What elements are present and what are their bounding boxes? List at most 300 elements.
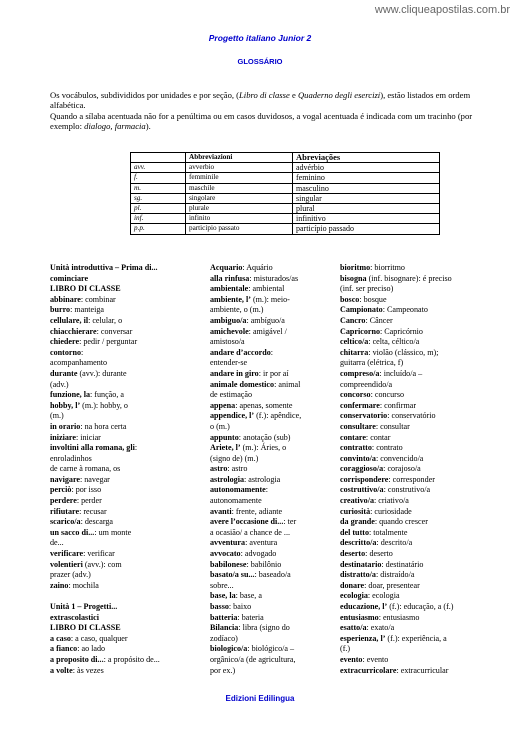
glossary-column-1 <box>50 263 205 676</box>
glossary-definition: prazer (adv.) <box>50 570 91 580</box>
glossary-definition: o (m.) <box>210 421 230 431</box>
glossary-term: LIBRO DI CLASSE <box>50 284 121 294</box>
glossary-term: curiosità <box>340 506 371 516</box>
glossary-definition: (signo de) (m.) <box>210 453 259 463</box>
glossary-entry <box>210 295 335 306</box>
glossary-definition: ambiente, o (m.) <box>210 305 264 315</box>
glossary-entry <box>340 422 480 433</box>
glossary-definition: : convencido/a <box>375 453 424 463</box>
glossary-entry <box>50 443 205 454</box>
glossary-term: a proposito di... <box>50 654 104 664</box>
glossary-term: contare <box>340 432 366 442</box>
glossary-term: alla rinfusa <box>210 273 250 283</box>
glossary-definition: (m.): meio- <box>250 294 290 304</box>
glossary-definition: sobre... <box>210 580 234 590</box>
glossary-definition: : destinatário <box>381 559 424 569</box>
glossary-entry <box>50 422 205 433</box>
glossary-entry <box>50 570 205 581</box>
glossary-entry <box>210 602 335 613</box>
glossary-entry <box>50 634 205 645</box>
glossary-term: astrologia <box>210 474 245 484</box>
glossary-entry <box>340 517 480 528</box>
glossary-entry <box>50 358 205 369</box>
glossary-entry <box>50 591 205 602</box>
glossary-entry <box>210 560 335 571</box>
glossary-definition: : amigável / <box>248 326 287 336</box>
glossary-term: perdere <box>50 496 77 506</box>
glossary-term: in orario <box>50 421 81 431</box>
glossary-entry <box>340 380 480 391</box>
intro-text <box>50 90 480 132</box>
glossary-term: perciò <box>50 485 72 495</box>
glossary-entry <box>210 496 335 507</box>
glossary-definition: : celular, o <box>88 315 123 325</box>
glossary-entry <box>340 295 480 306</box>
glossary-definition: : Câncer <box>365 315 393 325</box>
glossary-definition: : base, a <box>235 591 262 601</box>
glossary-term: biologico/a <box>210 644 248 654</box>
glossary-entry <box>340 274 480 285</box>
glossary-entry <box>210 613 335 624</box>
glossary-entry <box>50 666 205 677</box>
glossary-definition: : função, a <box>90 390 124 400</box>
glossary-term: base, la <box>210 591 236 601</box>
table-cell: f. <box>131 173 186 183</box>
glossary-definition: : verificar <box>83 549 115 559</box>
glossary-definition: : ambiental <box>248 284 285 294</box>
glossary-term: ecologia <box>340 591 368 601</box>
glossary-term: extrascolastici <box>50 612 99 622</box>
glossary-definition: : combinar <box>80 294 116 304</box>
glossary-definition: : aventura <box>245 538 278 548</box>
glossary-entry <box>340 337 480 348</box>
glossary-entry <box>340 528 480 539</box>
glossary-definition: : ir por aí <box>258 368 289 378</box>
glossary-entry <box>340 570 480 581</box>
table-cell: singular <box>293 193 440 203</box>
glossary-entry <box>340 549 480 560</box>
intro-paragraph-1: Os vocábulos, subdivididos por unidades e por seção, (Libro di classe e Quaderno degli esercizi), estão listados em ordem alfabética. <box>50 90 471 111</box>
table-header-cell: Abbreviazioni <box>186 153 293 163</box>
glossary-entry <box>210 591 335 602</box>
glossary-definition: : um monte <box>94 527 132 537</box>
glossary-term: Unità introduttiva – Prima di... <box>50 263 158 272</box>
glossary-term: basato/a su... <box>210 570 255 580</box>
table-cell: femminile <box>186 173 293 183</box>
glossary-definition: : evento <box>362 654 389 664</box>
glossary-entry <box>50 369 205 380</box>
glossary-definition: : curiosidade <box>370 506 412 516</box>
glossary-term: destinatario <box>340 559 382 569</box>
glossary-entry <box>340 358 480 369</box>
table-header-cell: Abreviações <box>293 153 440 163</box>
glossary-term: andare in giro <box>210 368 259 378</box>
glossary-entry <box>340 591 480 602</box>
glossary-term: batteria <box>210 612 238 622</box>
table-row <box>131 163 440 173</box>
glossary-entry <box>340 475 480 486</box>
glossary-term: costruttivo/a <box>340 485 384 495</box>
glossary-entry <box>50 644 205 655</box>
glossary-entry <box>210 327 335 338</box>
glossary-definition: : <box>270 347 274 357</box>
glossary-definition: : às vezes <box>72 665 104 675</box>
glossary-definition: de estimação <box>210 390 253 400</box>
table-row <box>131 183 440 193</box>
glossary-term: evento <box>340 654 363 664</box>
table-cell: pl. <box>131 203 186 213</box>
glossary-entry <box>340 485 480 496</box>
glossary-entry <box>340 401 480 412</box>
table-cell: plurale <box>186 203 293 213</box>
glossary-entry <box>50 655 205 666</box>
glossary-entry <box>210 517 335 528</box>
glossary-term: educazione, l’ <box>340 602 388 611</box>
glossary-entry <box>210 443 335 454</box>
glossary-entry <box>340 644 480 655</box>
glossary-entry <box>50 305 205 316</box>
glossary-definition: : bateria <box>237 612 264 622</box>
table-cell: plural <box>293 203 440 213</box>
glossary-entry <box>210 316 335 327</box>
table-cell: avv. <box>131 163 186 173</box>
glossary-definition: : contar <box>365 432 391 442</box>
glossary-column-2 <box>210 263 335 676</box>
glossary-entry <box>210 422 335 433</box>
glossary-term: volentieri <box>50 559 83 569</box>
glossary-term: Acquario <box>210 263 243 272</box>
glossary-entry <box>210 581 335 592</box>
glossary-definition: : extracurricular <box>396 665 449 675</box>
table-cell: masculino <box>293 183 440 193</box>
glossary-entry <box>340 263 480 274</box>
table-cell: singolare <box>186 193 293 203</box>
glossary-entry <box>50 560 205 571</box>
glossary-entry <box>210 348 335 359</box>
glossary-entry <box>210 263 335 274</box>
glossary-term: appunto <box>210 432 239 442</box>
glossary-definition: : doar, presentear <box>364 580 420 590</box>
glossary-entry <box>50 528 205 539</box>
glossary-term: contratto <box>340 443 372 453</box>
glossary-entry <box>340 369 480 380</box>
table-row <box>131 203 440 213</box>
glossary-entry <box>340 507 480 518</box>
glossary-entry <box>50 390 205 401</box>
glossary-entry <box>50 485 205 496</box>
glossary-entry <box>210 666 335 677</box>
glossary-definition: : descrito/a <box>376 538 413 548</box>
glossary-entry <box>50 348 205 359</box>
table-cell: inf. <box>131 214 186 224</box>
glossary-definition: autonomamente <box>210 496 262 506</box>
glossary-entry <box>50 602 205 613</box>
glossary-definition: (f.): experiência, a <box>385 633 447 643</box>
glossary-entry <box>50 327 205 338</box>
glossary-entry <box>340 538 480 549</box>
glossary-entry <box>210 369 335 380</box>
glossary-definition: guitarra (elétrica, f) <box>340 358 404 368</box>
glossary-definition: : misturados/as <box>249 273 299 283</box>
glossary-entry <box>340 454 480 465</box>
glossary-term: LIBRO DI CLASSE <box>50 623 121 633</box>
glossary-entry <box>210 274 335 285</box>
table-cell: maschile <box>186 183 293 193</box>
glossary-term: esatto/a <box>340 623 367 633</box>
glossary-definition: : <box>265 485 269 495</box>
glossary-term: Ariete, l’ <box>210 443 241 453</box>
glossary-definition: : biológico/a – <box>247 644 295 654</box>
glossary-entry <box>50 549 205 560</box>
table-cell: sg. <box>131 193 186 203</box>
glossary-term: burro <box>50 305 71 315</box>
glossary-definition: : ambíguo/a <box>246 315 285 325</box>
glossary-entry <box>210 475 335 486</box>
glossary-term: donare <box>340 580 365 590</box>
glossary-entry <box>50 538 205 549</box>
glossary-entry <box>50 623 205 634</box>
glossary-term: autonomamente <box>210 485 266 495</box>
glossary-term: navigare <box>50 474 80 484</box>
glossary-entry <box>210 411 335 422</box>
glossary-term: a caso <box>50 633 71 643</box>
abbreviations-table <box>130 152 440 235</box>
glossary-term: distratto/a <box>340 570 376 580</box>
glossary-definition: : recusar <box>79 506 107 516</box>
glossary-entry <box>50 613 205 624</box>
glossary-entry <box>50 433 205 444</box>
glossary-entry <box>210 655 335 666</box>
glossary-term: appena <box>210 400 236 410</box>
glossary-definition: zodíaco) <box>210 633 238 643</box>
glossary-entry <box>340 602 480 613</box>
glossary-definition: : frente, adiante <box>231 506 283 516</box>
glossary-entry <box>50 263 205 274</box>
glossary-definition: : quando crescer <box>374 517 428 527</box>
glossary-definition: : corresponder <box>388 474 435 484</box>
table-cell: feminino <box>293 173 440 183</box>
glossary-definition: entender-se <box>210 358 248 368</box>
glossary-definition: : advogado <box>240 549 277 559</box>
glossary-term: a fianco <box>50 644 78 654</box>
glossary-definition: : incluído/a – <box>379 368 423 378</box>
glossary-entry <box>210 528 335 539</box>
glossary-definition: : consultar <box>375 421 410 431</box>
glossary-definition: : anotação (sub) <box>238 432 291 442</box>
glossary-column-3 <box>340 263 480 676</box>
glossary-definition: : animal <box>274 379 301 389</box>
glossary-term: contorno <box>50 347 82 357</box>
glossary-definition: : navegar <box>79 474 110 484</box>
glossary-entry <box>50 464 205 475</box>
glossary-term: amichevole <box>210 326 249 336</box>
glossary-entry <box>210 570 335 581</box>
glossary-entry <box>340 666 480 677</box>
glossary-entry <box>340 348 480 359</box>
glossary-definition: : perder <box>76 496 102 506</box>
glossary-definition: : conservatório <box>387 411 436 421</box>
glossary-term: deserto <box>340 549 366 559</box>
glossary-entry <box>340 433 480 444</box>
glossary-term: chiacchierare <box>50 326 97 336</box>
glossary-definition: : corajoso/a <box>383 464 421 474</box>
glossary-definition: : descarga <box>80 517 114 527</box>
glossary-definition: : confirmar <box>379 400 417 410</box>
glossary-entry <box>340 411 480 422</box>
document-subtitle: GLOSSÁRIO <box>237 57 283 66</box>
glossary-entry <box>210 380 335 391</box>
glossary-definition: : baixo <box>228 602 252 611</box>
glossary-entry <box>50 295 205 306</box>
table-row <box>131 173 440 183</box>
glossary-term: chitarra <box>340 347 369 357</box>
glossary-term: avventura <box>210 538 246 548</box>
glossary-term: ambiguo/a <box>210 315 247 325</box>
glossary-definition: orgânico/a (de agricultura, <box>210 654 296 664</box>
glossary-definition: : exato/a <box>366 623 395 633</box>
glossary-term: abbinare <box>50 294 81 304</box>
glossary-term: appendice, l’ <box>210 411 255 421</box>
glossary-entry <box>340 305 480 316</box>
glossary-term: andare d’accordo <box>210 347 271 357</box>
glossary-definition: : na hora certa <box>80 421 127 431</box>
glossary-term: celtico/a <box>340 337 369 347</box>
glossary-definition: : violão (clássico, m); <box>368 347 439 357</box>
glossary-definition: : Capricórnio <box>380 326 423 336</box>
glossary-definition: (avv.): com <box>82 559 122 569</box>
glossary-term: scarico/a <box>50 517 81 527</box>
glossary-term: rifiutare <box>50 506 80 516</box>
publisher-footer: Edizioni Edilingua <box>225 694 295 703</box>
glossary-entry <box>50 337 205 348</box>
table-cell: participio passato <box>186 224 293 234</box>
table-cell: particípio passado <box>293 224 440 234</box>
glossary-definition: : biorritmo <box>370 263 405 272</box>
glossary-entry <box>50 581 205 592</box>
glossary-entry <box>50 475 205 486</box>
glossary-entry <box>210 549 335 560</box>
glossary-term: cominciare <box>50 273 89 283</box>
glossary-definition: : pedir / perguntar <box>79 337 138 347</box>
glossary-term: compreso/a <box>340 368 380 378</box>
glossary-entry <box>340 464 480 475</box>
glossary-term: involtini alla romana, gli <box>50 443 135 453</box>
glossary-entry <box>340 655 480 666</box>
glossary-term: creativo/a <box>340 496 375 506</box>
glossary-definition: enroladinhos <box>50 453 92 463</box>
glossary-term: chiedere <box>50 337 80 347</box>
glossary-entry <box>340 316 480 327</box>
glossary-entry <box>50 274 205 285</box>
glossary-definition: : conversar <box>96 326 133 336</box>
glossary-term: babilonese <box>210 559 247 569</box>
glossary-definition: : criativo/a <box>374 496 409 506</box>
glossary-term: bosco <box>340 294 360 304</box>
glossary-definition: (f.) <box>340 644 351 654</box>
glossary-entry <box>340 634 480 645</box>
glossary-term: un sacco di... <box>50 527 95 537</box>
glossary-term: confermare <box>340 400 380 410</box>
glossary-definition: : bosque <box>359 294 387 304</box>
glossary-entry <box>50 496 205 507</box>
glossary-definition: : contrato <box>371 443 403 453</box>
glossary-term: funzione, la <box>50 390 91 400</box>
glossary-definition: : por isso <box>71 485 102 495</box>
glossary-entry <box>210 337 335 348</box>
glossary-definition: (m.): hobby, o <box>80 400 128 410</box>
glossary-entry <box>340 443 480 454</box>
glossary-definition: (inf. ser preciso) <box>340 284 394 294</box>
glossary-entry <box>340 581 480 592</box>
table-row <box>131 224 440 234</box>
glossary-entry <box>340 284 480 295</box>
glossary-term: Campionato <box>340 305 383 315</box>
table-cell: infinitivo <box>293 214 440 224</box>
glossary-definition: de... <box>50 538 64 548</box>
glossary-definition: (f.): apêndice, <box>254 411 302 421</box>
glossary-definition: por ex.) <box>210 665 236 675</box>
glossary-definition: (m.): Áries, o <box>240 443 287 453</box>
glossary-term: hobby, l’ <box>50 400 81 410</box>
glossary-term: verificare <box>50 549 84 559</box>
glossary-term: Capricorno <box>340 326 381 336</box>
glossary-definition: : astrologia <box>244 474 281 484</box>
glossary-term: descritto/a <box>340 538 377 548</box>
glossary-entry <box>340 560 480 571</box>
glossary-term: bisogna <box>340 273 367 283</box>
glossary-definition: compreendido/a <box>340 379 393 389</box>
glossary-entry <box>210 623 335 634</box>
glossary-entry <box>50 284 205 295</box>
glossary-entry <box>340 496 480 507</box>
glossary-term: avvocato <box>210 549 241 559</box>
glossary-definition: acompanhamento <box>50 358 108 368</box>
glossary-entry <box>50 411 205 422</box>
glossary-entry <box>210 644 335 655</box>
glossary-entry <box>210 454 335 465</box>
glossary-term: avere l’occasione di... <box>210 517 284 527</box>
glossary-definition: : ecologia <box>367 591 400 601</box>
glossary-term: del tutto <box>340 527 369 537</box>
glossary-definition: (m.) <box>50 411 64 421</box>
glossary-definition: : baseado/a <box>254 570 291 580</box>
glossary-term: convinto/a <box>340 453 376 463</box>
glossary-definition: : concurso <box>370 390 405 400</box>
glossary-entry <box>50 454 205 465</box>
glossary-entry <box>210 507 335 518</box>
glossary-term: Cancro <box>340 315 366 325</box>
glossary-definition: : celta, céltico/a <box>368 337 420 347</box>
glossary-term: iniziare <box>50 432 76 442</box>
glossary-definition: : apenas, somente <box>235 400 293 410</box>
glossary-entry <box>340 623 480 634</box>
glossary-definition: de carne à romana, os <box>50 464 121 474</box>
glossary-term: avanti <box>210 506 232 516</box>
glossary-entry <box>210 305 335 316</box>
glossary-term: animale domestico <box>210 379 275 389</box>
glossary-term: ambiente, l’ <box>210 294 251 304</box>
glossary-definition: : distraído/a <box>375 570 415 580</box>
table-cell: avverbio <box>186 163 293 173</box>
document-title: Progetto italiano Junior 2 <box>208 33 312 43</box>
glossary-term: entusiasmo <box>340 612 379 622</box>
glossary-entry <box>50 401 205 412</box>
glossary-definition: amistoso/a <box>210 337 245 347</box>
glossary-definition: : libra (signo do <box>238 623 290 633</box>
glossary-definition: : Aquário <box>242 263 273 272</box>
glossary-definition: (adv.) <box>50 379 69 389</box>
glossary-term: basso <box>210 602 229 611</box>
